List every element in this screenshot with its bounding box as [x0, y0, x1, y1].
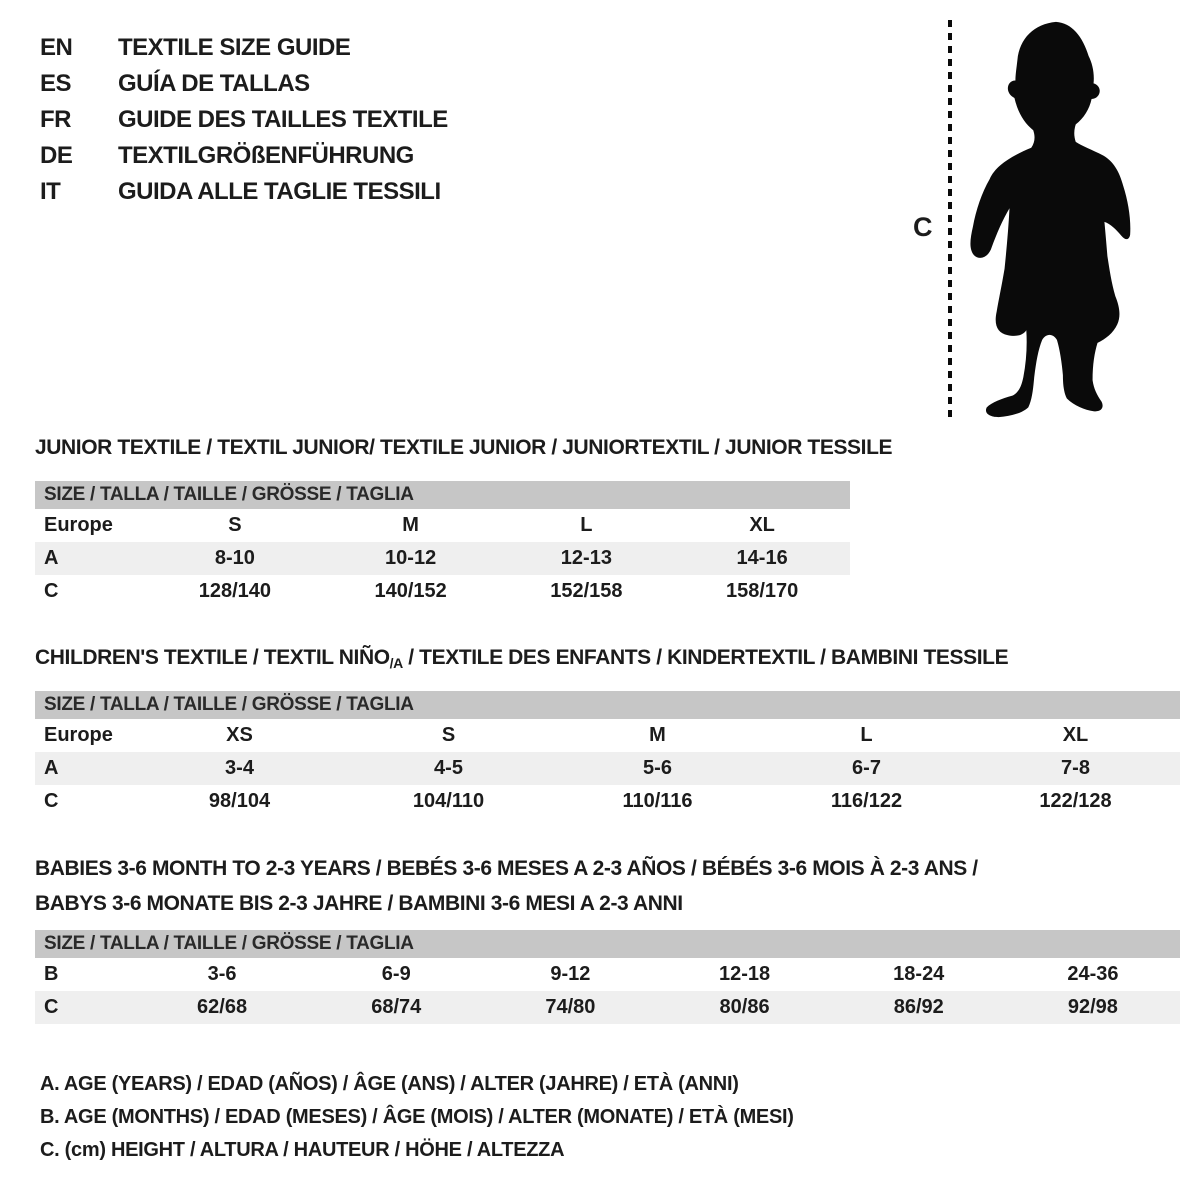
table-row	[35, 958, 1180, 991]
months-cell: 24-36	[1067, 963, 1119, 985]
language-title: GUIDA ALLE TAGLIE TESSILI	[118, 178, 441, 205]
height-cell: 110/116	[622, 790, 693, 812]
height-cell: 98/104	[208, 790, 271, 812]
babies-section-title	[35, 851, 1180, 921]
row-label: Europe	[44, 514, 113, 536]
row-label: C	[44, 790, 59, 812]
table-row	[35, 752, 1180, 785]
size-cell: XL	[1062, 724, 1089, 746]
babies-textile-section	[35, 851, 1180, 1024]
dashed-measure-line	[948, 20, 952, 418]
row-label: C	[44, 996, 59, 1018]
legend-line-b: B. AGE (MONTHS) / EDAD (MESES) / ÂGE (MOIS) / ALTER (MONATE) / ETÀ (MESI)	[40, 1106, 794, 1128]
children-textile-section	[35, 646, 1180, 818]
age-cell: 8-10	[214, 547, 255, 569]
size-cell: S	[228, 514, 242, 536]
language-code: IT	[40, 178, 61, 205]
age-cell: 6-7	[852, 757, 881, 779]
table-row	[35, 575, 850, 608]
size-cell: S	[441, 724, 456, 746]
junior-textile-section	[35, 436, 893, 608]
children-section-title	[35, 646, 1180, 671]
language-code: DE	[40, 142, 73, 169]
children-title-sub: /A	[389, 655, 403, 671]
height-cell: 104/110	[412, 790, 485, 812]
size-table-header: SIZE / TALLA / TAILLE / GRÖSSE / TAGLIA	[35, 481, 850, 509]
junior-section-title: JUNIOR TEXTILE / TEXTIL JUNIOR/ TEXTILE JUNIOR / JUNIORTEXTIL / JUNIOR TESSILE	[35, 436, 893, 459]
language-row-es	[40, 66, 448, 102]
measure-legend	[40, 1068, 794, 1167]
row-label: B	[44, 963, 59, 985]
age-cell: 14-16	[736, 547, 788, 569]
row-label: A	[44, 757, 59, 779]
language-title-list	[40, 30, 448, 210]
legend-line-a: A. AGE (YEARS) / EDAD (AÑOS) / ÂGE (ANS) / ALTER (JAHRE) / ETÀ (ANNI)	[40, 1073, 739, 1095]
height-cell: 158/170	[725, 580, 799, 602]
language-code: FR	[40, 106, 71, 133]
language-title: TEXTILGRÖßENFÜHRUNG	[118, 142, 414, 169]
babies-size-table	[35, 930, 1180, 1024]
size-cell: M	[649, 724, 666, 746]
age-cell: 4-5	[434, 757, 463, 779]
table-row	[35, 785, 1180, 818]
table-row	[35, 719, 1180, 752]
table-row	[35, 509, 850, 542]
months-cell: 9-12	[550, 963, 591, 985]
language-row-fr	[40, 102, 448, 138]
language-title: GUÍA DE TALLAS	[118, 70, 310, 97]
age-cell: 5-6	[643, 757, 672, 779]
children-title-part2: / TEXTILE DES ENFANTS / KINDERTEXTIL / BAMBINI TESSILE	[402, 646, 1009, 669]
months-cell: 3-6	[207, 963, 237, 985]
height-cell: 86/92	[893, 996, 944, 1018]
size-cell: L	[860, 724, 873, 746]
row-label: Europe	[44, 724, 113, 746]
row-label: C	[44, 580, 59, 602]
language-title: GUIDE DES TAILLES TEXTILE	[118, 106, 448, 133]
size-cell: M	[402, 514, 419, 536]
size-cell: XS	[226, 724, 253, 746]
height-cell: 62/68	[197, 996, 248, 1018]
age-cell: 7-8	[1061, 757, 1090, 779]
size-cell: L	[580, 514, 593, 536]
language-code: ES	[40, 70, 72, 97]
language-title: TEXTILE SIZE GUIDE	[118, 34, 351, 61]
height-cell: 68/74	[371, 996, 422, 1018]
language-row-it	[40, 174, 448, 210]
height-cell: 74/80	[545, 996, 596, 1018]
height-cell: 122/128	[1039, 790, 1112, 812]
language-row-en	[40, 30, 448, 66]
months-cell: 18-24	[893, 963, 945, 985]
size-table-header: SIZE / TALLA / TAILLE / GRÖSSE / TAGLIA	[35, 930, 1180, 958]
table-row	[35, 991, 1180, 1024]
legend-line-c: C. (cm) HEIGHT / ALTURA / HAUTEUR / HÖHE / ALTEZZA	[40, 1139, 565, 1161]
table-row	[35, 542, 850, 575]
height-measure-figure	[905, 12, 1175, 432]
babies-title-line1: BABIES 3-6 MONTH TO 2-3 YEARS / BEBÉS 3-6 MESES A 2-3 AÑOS / BÉBÉS 3-6 MOIS À 2-3 ANS /	[35, 857, 978, 880]
height-cell: 140/152	[374, 580, 447, 602]
months-cell: 12-18	[719, 963, 771, 985]
children-size-table	[35, 691, 1180, 818]
row-label: A	[44, 547, 59, 569]
age-cell: 3-4	[225, 757, 254, 779]
language-row-de	[40, 138, 448, 174]
measure-c-label: C	[913, 212, 933, 242]
babies-title-line2: BABYS 3-6 MONATE BIS 2-3 JAHRE / BAMBINI 3-6 MESI A 2-3 ANNI	[35, 892, 683, 915]
height-cell: 80/86	[719, 996, 770, 1018]
toddler-silhouette-icon	[965, 18, 1143, 420]
height-cell: 152/158	[550, 580, 623, 602]
age-cell: 12-13	[560, 547, 612, 569]
months-cell: 6-9	[381, 963, 411, 985]
height-cell: 92/98	[1067, 996, 1118, 1018]
junior-size-table	[35, 481, 850, 608]
size-table-header: SIZE / TALLA / TAILLE / GRÖSSE / TAGLIA	[35, 691, 1180, 719]
language-code: EN	[40, 34, 73, 61]
height-cell: 116/122	[830, 790, 903, 812]
age-cell: 10-12	[385, 547, 437, 569]
height-cell: 128/140	[198, 580, 272, 602]
size-cell: XL	[749, 514, 775, 536]
children-title-part1: CHILDREN'S TEXTILE / TEXTIL NIÑO	[35, 646, 390, 669]
